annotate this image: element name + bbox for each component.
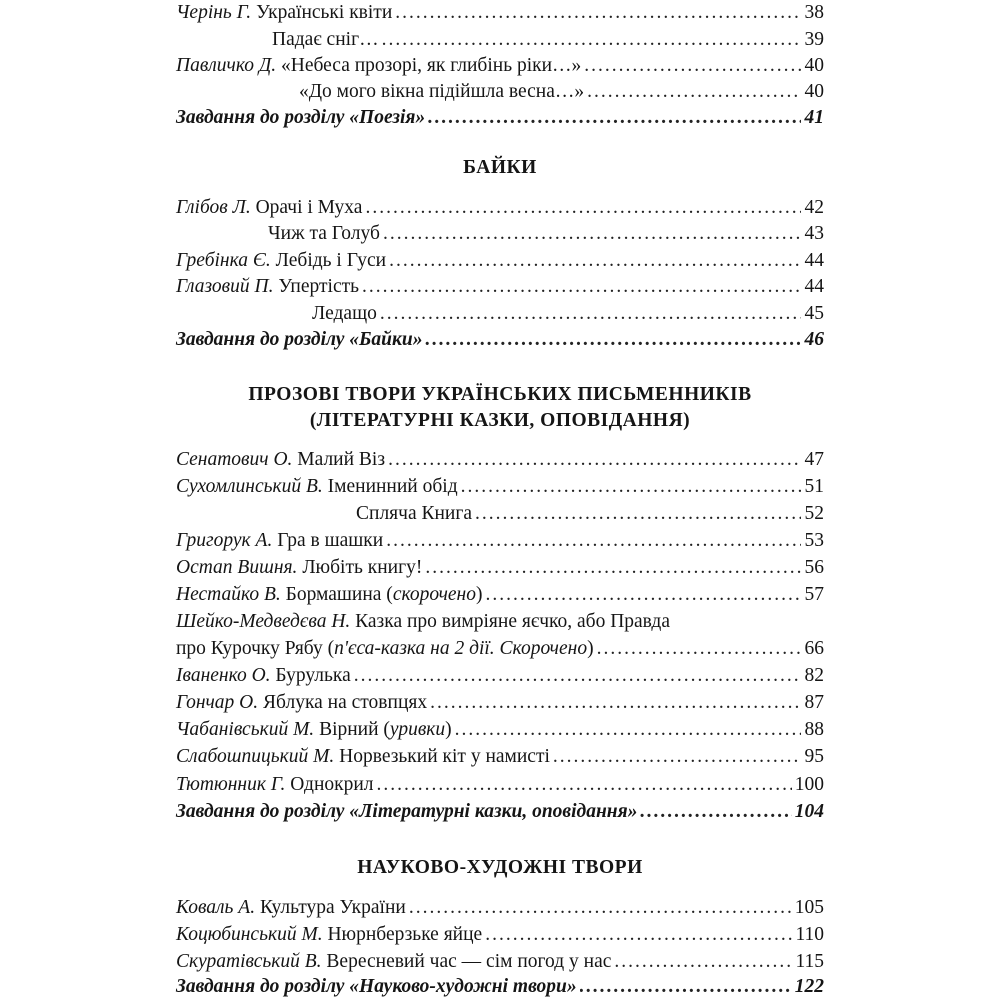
entry-note: уривки <box>389 719 446 740</box>
toc-entry <box>176 663 824 689</box>
entry-title: Любіть книгу! <box>302 557 423 578</box>
section-task-entry <box>176 799 824 825</box>
entry-title: Завдання до розділу «Літературні казки, оповідання» <box>176 801 638 822</box>
dot-leader <box>461 474 801 500</box>
toc-entry <box>176 555 824 581</box>
entry-title-end: ) <box>475 584 483 605</box>
dot-leader <box>389 248 801 274</box>
toc-entry <box>176 221 824 247</box>
dot-leader <box>409 895 792 921</box>
toc-entry <box>176 248 824 274</box>
toc-entry <box>176 447 824 473</box>
entry-page-number: 40 <box>804 81 824 102</box>
dot-leader <box>485 922 792 948</box>
dot-leader <box>580 974 792 1000</box>
dot-leader <box>587 79 801 105</box>
entry-title: Вірний ( <box>319 719 390 740</box>
entry-title: Упертість <box>278 276 360 297</box>
dot-leader <box>475 501 801 527</box>
entry-title: Чиж та Голуб <box>268 223 380 244</box>
entry-page-number: 39 <box>804 29 824 50</box>
dot-leader <box>553 744 801 770</box>
entry-page-number: 45 <box>804 303 824 324</box>
entry-title: Завдання до розділу «Байки» <box>176 329 423 350</box>
entry-page-number: 42 <box>804 197 824 218</box>
entry-author: Шейко-Медведєва Н. <box>176 611 351 632</box>
toc-entry <box>176 717 824 743</box>
entry-page-number: 56 <box>804 557 824 578</box>
entry-author: Гребінка Є. <box>176 250 271 271</box>
entry-page-number: 57 <box>804 584 824 605</box>
entry-title: Яблука на стовпцях <box>263 692 428 713</box>
entry-author: Слабошпицький М. <box>176 746 335 767</box>
entry-title: «До мого вікна підійшла весна…» <box>299 81 585 102</box>
entry-title: «Небеса прозорі, як глибінь ріки…» <box>281 55 582 76</box>
entry-page-number: 53 <box>804 530 824 551</box>
toc-entry <box>176 744 824 770</box>
entry-page-number: 43 <box>804 223 824 244</box>
toc-entry <box>176 474 824 500</box>
entry-title: Іменинний обід <box>327 476 458 497</box>
toc-entry <box>176 636 824 662</box>
toc-entry <box>176 690 824 716</box>
entry-author: Глазовий П. <box>176 276 274 297</box>
dot-leader <box>362 274 801 300</box>
entry-title-end: ) <box>587 638 594 659</box>
toc-entry <box>176 301 824 327</box>
entry-author: Тютюнник Г. <box>176 774 286 795</box>
entry-page-number: 105 <box>794 897 824 918</box>
section-task-entry <box>176 327 824 353</box>
entry-title: Українські квіти <box>256 2 393 23</box>
entry-page-number: 44 <box>804 276 824 297</box>
entry-title: Гра в шашки <box>277 530 384 551</box>
toc-entry <box>176 922 824 948</box>
section-task-entry <box>176 105 824 131</box>
toc-entry <box>176 772 824 798</box>
entry-author: Гончар О. <box>176 692 259 713</box>
entry-page-number: 95 <box>804 746 824 767</box>
section-heading-subtitle: (ЛІТЕРАТУРНІ КАЗКИ, ОПОВІДАННЯ) <box>309 410 691 431</box>
dot-leader <box>584 53 801 79</box>
section-task-entry <box>176 974 824 1000</box>
dot-leader <box>428 105 801 131</box>
entry-title-end: ) <box>445 719 452 740</box>
entry-author: Сенатович О. <box>176 449 293 470</box>
toc-entry <box>176 195 824 221</box>
dot-leader <box>365 195 801 221</box>
dot-leader <box>388 447 801 473</box>
toc-entry <box>176 501 824 527</box>
entry-author: Нестайко В. <box>176 584 281 605</box>
entry-author: Остап Вишня. <box>176 557 298 578</box>
entry-page-number: 51 <box>804 476 824 497</box>
entry-title: Нюрнберзьке яйце <box>327 924 483 945</box>
toc-entry <box>176 949 824 975</box>
entry-title: Ледащо <box>312 303 377 324</box>
entry-page-number: 82 <box>804 665 824 686</box>
entry-page-number: 87 <box>804 692 824 713</box>
toc-entry <box>176 79 824 105</box>
entry-title: Норвезький кіт у намисті <box>339 746 550 767</box>
toc-entry <box>176 582 824 608</box>
entry-page-number: 40 <box>804 55 824 76</box>
entry-author: Черінь Г. <box>176 2 252 23</box>
entry-title: Культура України <box>259 897 406 918</box>
entry-page-number: 88 <box>804 719 824 740</box>
dot-leader <box>383 221 801 247</box>
entry-page-number: 41 <box>804 107 824 128</box>
entry-author: Григорук А. <box>176 530 273 551</box>
entry-author: Глібов Л. <box>176 197 251 218</box>
entry-page-number: 122 <box>794 976 824 997</box>
toc-entry <box>176 0 824 26</box>
entry-author: Павличко Д. <box>176 55 277 76</box>
dot-leader <box>455 717 801 743</box>
section-heading: ПРОЗОВІ ТВОРИ УКРАЇНСЬКИХ ПИСЬМЕННИКІВ <box>248 384 752 405</box>
entry-title: Вересневий час — сім погод у нас <box>326 951 612 972</box>
entry-title: Однокрил <box>290 774 374 795</box>
dot-leader <box>614 949 792 975</box>
entry-note: скорочено <box>392 584 476 605</box>
dot-leader <box>425 555 801 581</box>
entry-page-number: 47 <box>804 449 824 470</box>
dot-leader <box>386 528 801 554</box>
entry-page-number: 46 <box>804 329 824 350</box>
entry-author: Сухомлинський В. <box>176 476 323 497</box>
dot-leader <box>395 0 801 26</box>
entry-author: Скуратівський В. <box>176 951 322 972</box>
entry-page-number: 100 <box>794 774 824 795</box>
entry-note: п'єса-казка на 2 дії. Скорочено <box>334 638 588 659</box>
toc-entry-first-line <box>176 609 670 635</box>
section-heading: БАЙКИ <box>463 157 537 178</box>
entry-title: Завдання до розділу «Науково-художні твори» <box>176 976 577 997</box>
entry-page-number: 52 <box>804 503 824 524</box>
dot-leader <box>425 327 801 353</box>
dot-leader <box>382 27 801 53</box>
dot-leader <box>485 582 801 608</box>
entry-page-number: 66 <box>804 638 824 659</box>
section-heading: НАУКОВО-ХУДОЖНІ ТВОРИ <box>357 857 643 878</box>
entry-author: Іваненко О. <box>176 665 271 686</box>
dot-leader <box>640 799 791 825</box>
entry-page-number: 115 <box>795 951 824 972</box>
entry-title-continued: про Курочку Рябу ( <box>176 638 335 659</box>
entry-title: Казка про вимріяне яєчко, або Правда <box>355 611 670 632</box>
dot-leader <box>377 772 792 798</box>
toc-entry <box>176 274 824 300</box>
entry-title: Орачі і Муха <box>255 197 363 218</box>
toc-entry <box>176 528 824 554</box>
entry-page-number: 44 <box>804 250 824 271</box>
entry-author: Чабанівський М. <box>176 719 315 740</box>
entry-title: Лебідь і Гуси <box>275 250 387 271</box>
toc-entry <box>176 895 824 921</box>
entry-page-number: 104 <box>794 801 824 822</box>
entry-title: Спляча Книга <box>356 503 473 524</box>
dot-leader <box>430 690 801 716</box>
entry-author: Коваль А. <box>176 897 256 918</box>
dot-leader <box>597 636 801 662</box>
entry-title: Завдання до розділу «Поезія» <box>176 107 426 128</box>
dot-leader <box>380 301 801 327</box>
toc-entry <box>176 53 824 79</box>
entry-title: Малий Віз <box>297 449 386 470</box>
entry-page-number: 38 <box>804 2 824 23</box>
entry-title: Бормашина ( <box>285 584 393 605</box>
entry-title: Бурулька <box>275 665 351 686</box>
entry-author: Коцюбинський М. <box>176 924 323 945</box>
entry-page-number: 110 <box>795 924 824 945</box>
entry-title: Падає сніг… <box>272 29 379 50</box>
dot-leader <box>354 663 801 689</box>
toc-entry <box>176 27 824 53</box>
